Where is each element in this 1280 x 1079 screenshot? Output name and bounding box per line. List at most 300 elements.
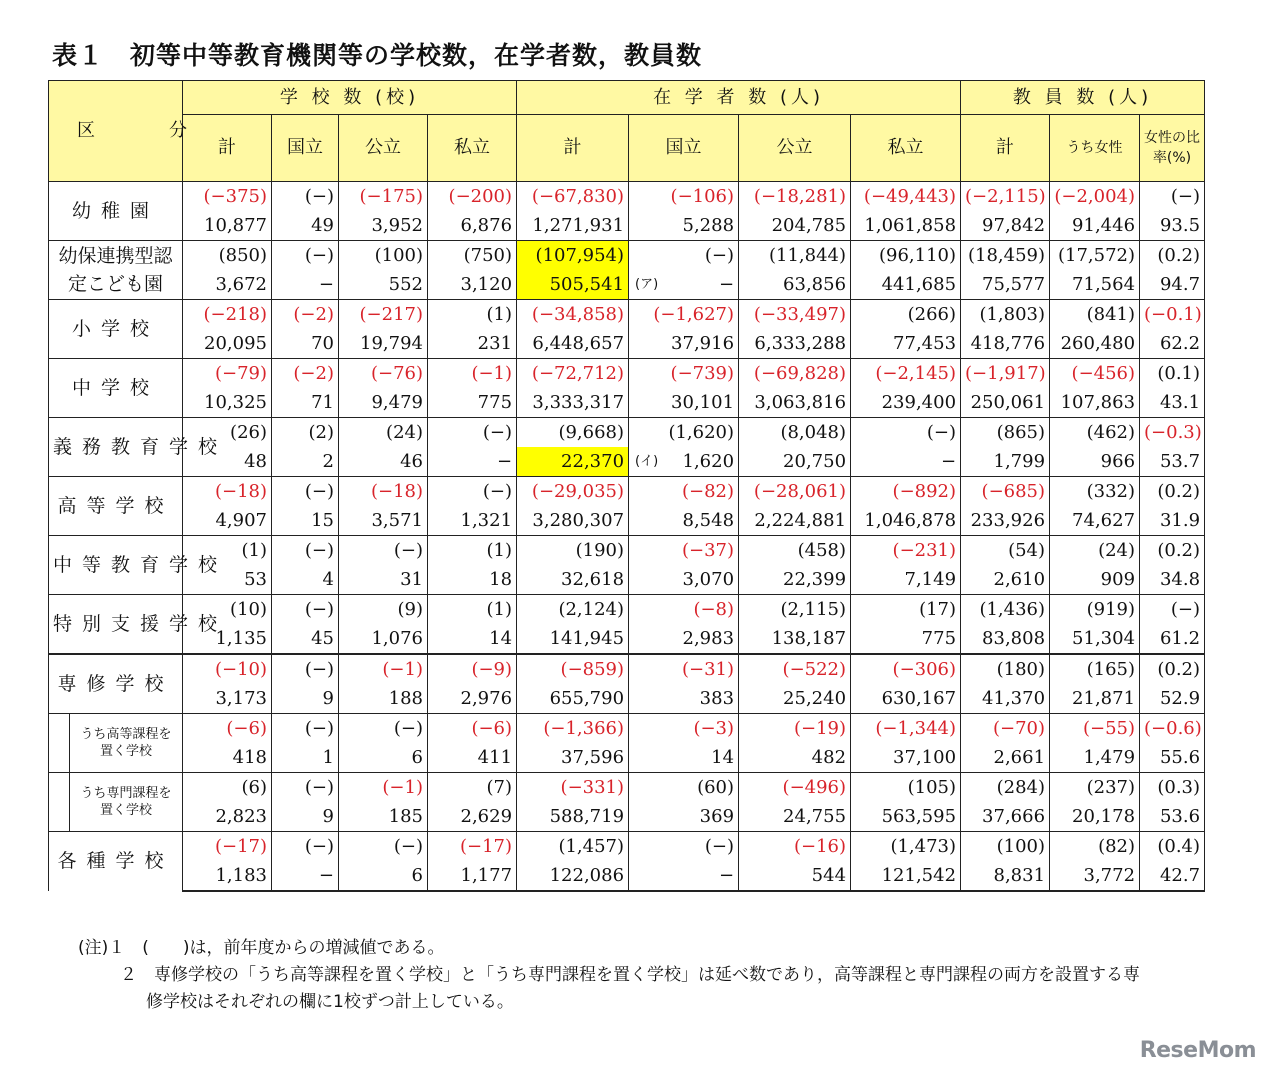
diff-cell: (−) bbox=[629, 241, 739, 271]
diff-cell: (−29,035) bbox=[517, 477, 629, 507]
value-cell: 91,446 bbox=[1050, 211, 1140, 241]
diff-cell: (−2) bbox=[272, 359, 339, 389]
diff-cell: (1,803) bbox=[961, 300, 1050, 330]
value-cell: − bbox=[272, 270, 339, 300]
value-cell: 37,666 bbox=[961, 802, 1050, 832]
diff-cell: (0.3) bbox=[1140, 773, 1205, 803]
value-cell: 51,304 bbox=[1050, 624, 1140, 654]
diff-cell: (−2) bbox=[272, 300, 339, 330]
diff-cell: (−) bbox=[272, 241, 339, 271]
diff-cell: (9) bbox=[339, 595, 428, 625]
diff-cell: (−685) bbox=[961, 477, 1050, 507]
diff-cell: (−76) bbox=[339, 359, 428, 389]
value-cell: 138,187 bbox=[739, 624, 851, 654]
value-cell: 14 bbox=[428, 624, 517, 654]
value-cell: 31 bbox=[339, 565, 428, 595]
value-cell: 94.7 bbox=[1140, 270, 1205, 300]
diff-cell: (−2,145) bbox=[851, 359, 961, 389]
value-cell: 22,399 bbox=[739, 565, 851, 595]
diff-cell: (−) bbox=[1140, 182, 1205, 212]
value-cell: 1,799 bbox=[961, 447, 1050, 477]
diff-cell: (−82) bbox=[629, 477, 739, 507]
diff-cell: (332) bbox=[1050, 477, 1140, 507]
value-cell: 3,571 bbox=[339, 506, 428, 536]
value-cell: 74,627 bbox=[1050, 506, 1140, 536]
diff-cell: (100) bbox=[339, 241, 428, 271]
diff-cell: (−231) bbox=[851, 536, 961, 566]
value-cell: 1,479 bbox=[1050, 743, 1140, 773]
value-cell: 122,086 bbox=[517, 861, 629, 891]
value-cell: 909 bbox=[1050, 565, 1140, 595]
diff-cell: (841) bbox=[1050, 300, 1140, 330]
header-school-national: 国立 bbox=[272, 115, 339, 182]
diff-cell: (−456) bbox=[1050, 359, 1140, 389]
value-cell: 48 bbox=[183, 447, 272, 477]
diff-cell: (−200) bbox=[428, 182, 517, 212]
value-cell: 62.2 bbox=[1140, 329, 1205, 359]
diff-cell: (462) bbox=[1050, 418, 1140, 448]
value-cell: 188 bbox=[339, 684, 428, 714]
diff-cell: (−67,830) bbox=[517, 182, 629, 212]
value-cell: 588,719 bbox=[517, 802, 629, 832]
value-cell: 42.7 bbox=[1140, 861, 1205, 891]
diff-cell: (105) bbox=[851, 773, 961, 803]
row-category: 義務教育学校 bbox=[49, 418, 183, 477]
diff-cell: (237) bbox=[1050, 773, 1140, 803]
diff-cell: (18,459) bbox=[961, 241, 1050, 271]
table-row bbox=[49, 743, 1205, 773]
diff-cell: (−49,443) bbox=[851, 182, 961, 212]
table-row bbox=[49, 329, 1205, 359]
diff-cell: (1,436) bbox=[961, 595, 1050, 625]
diff-cell: (1,473) bbox=[851, 832, 961, 862]
row-category: 幼稚園 bbox=[49, 182, 183, 241]
value-cell: 21,871 bbox=[1050, 684, 1140, 714]
diff-cell: (2,124) bbox=[517, 595, 629, 625]
value-cell: 3,772 bbox=[1050, 861, 1140, 891]
table-row bbox=[49, 832, 1205, 862]
value-cell: 31.9 bbox=[1140, 506, 1205, 536]
row-category: 専修学校 bbox=[49, 654, 183, 714]
table-row bbox=[49, 536, 1205, 566]
value-cell: 4,907 bbox=[183, 506, 272, 536]
diff-cell: (100) bbox=[961, 832, 1050, 862]
diff-cell: (−) bbox=[272, 595, 339, 625]
diff-cell: (−1) bbox=[339, 773, 428, 803]
diff-cell: (107,954) bbox=[517, 241, 629, 271]
diff-cell: (−18,281) bbox=[739, 182, 851, 212]
diff-cell: (0.4) bbox=[1140, 832, 1205, 862]
value-cell: 30,101 bbox=[629, 388, 739, 418]
header-students: 在 学 者 数 (人) bbox=[517, 81, 961, 115]
row-category: 特別支援学校 bbox=[49, 595, 183, 655]
table-row bbox=[49, 861, 1205, 891]
value-cell: 37,916 bbox=[629, 329, 739, 359]
value-cell: 53 bbox=[183, 565, 272, 595]
row-category-text: うち専門課程を置く学校 bbox=[80, 786, 172, 818]
value-cell: 552 bbox=[339, 270, 428, 300]
diff-cell: (24) bbox=[1050, 536, 1140, 566]
table-row bbox=[49, 388, 1205, 418]
value-cell: 6 bbox=[339, 743, 428, 773]
header-student-total: 計 bbox=[517, 115, 629, 182]
diff-cell: (−175) bbox=[339, 182, 428, 212]
diff-cell: (458) bbox=[739, 536, 851, 566]
value-cell: 49 bbox=[272, 211, 339, 241]
diff-cell: (750) bbox=[428, 241, 517, 271]
value-cell: 1,620 (イ) bbox=[629, 447, 739, 477]
value-cell: 544 bbox=[739, 861, 851, 891]
data-table bbox=[48, 80, 1205, 892]
value-cell: 9 bbox=[272, 802, 339, 832]
table-row bbox=[49, 477, 1205, 507]
note-2: ２ 専修学校の「うち高等課程を置く学校」と「うち専門課程を置く学校」は延べ数であり，高等課程と専門課程の両方を設置する専 bbox=[120, 965, 1140, 985]
diff-cell: (−17) bbox=[183, 832, 272, 862]
value-cell: 18 bbox=[428, 565, 517, 595]
diff-cell: (−69,828) bbox=[739, 359, 851, 389]
diff-cell: (−1,366) bbox=[517, 714, 629, 744]
value-cell: 10,325 bbox=[183, 388, 272, 418]
value-cell: 775 bbox=[428, 388, 517, 418]
value-cell: 6,448,657 bbox=[517, 329, 629, 359]
value-cell: 75,577 bbox=[961, 270, 1050, 300]
diff-cell: (2) bbox=[272, 418, 339, 448]
value-cell: 77,453 bbox=[851, 329, 961, 359]
header-teachers: 教 員 数 (人) bbox=[961, 81, 1205, 115]
value-cell: 2 bbox=[272, 447, 339, 477]
diff-cell: (−3) bbox=[629, 714, 739, 744]
table-row bbox=[49, 300, 1205, 330]
diff-cell: (−1,344) bbox=[851, 714, 961, 744]
value-cell: 20,750 bbox=[739, 447, 851, 477]
diff-cell: (−0.3) bbox=[1140, 418, 1205, 448]
diff-cell: (180) bbox=[961, 654, 1050, 684]
diff-cell: (0.2) bbox=[1140, 654, 1205, 684]
table-row bbox=[49, 241, 1205, 271]
diff-cell: (−) bbox=[851, 418, 961, 448]
value-cell: 25,240 bbox=[739, 684, 851, 714]
diff-cell: (−18) bbox=[183, 477, 272, 507]
row-category-text: うち高等課程を置く学校 bbox=[80, 727, 172, 759]
diff-cell: (165) bbox=[1050, 654, 1140, 684]
diff-cell: (865) bbox=[961, 418, 1050, 448]
value-cell: 250,061 bbox=[961, 388, 1050, 418]
page-title: 表１ 初等中等教育機関等の学校数，在学者数，教員数 bbox=[52, 41, 703, 70]
value-cell: 185 bbox=[339, 802, 428, 832]
diff-cell: (−28,061) bbox=[739, 477, 851, 507]
diff-cell: (−6) bbox=[183, 714, 272, 744]
value-cell: 37,100 bbox=[851, 743, 961, 773]
value-cell: 3,063,816 bbox=[739, 388, 851, 418]
value-cell: 3,173 bbox=[183, 684, 272, 714]
value-cell: 418,776 bbox=[961, 329, 1050, 359]
value-cell: − bbox=[272, 861, 339, 891]
diff-cell: (−) bbox=[272, 714, 339, 744]
value-cell: − bbox=[629, 861, 739, 891]
notes bbox=[78, 935, 1240, 1016]
diff-cell: (−19) bbox=[739, 714, 851, 744]
diff-cell: (−2,004) bbox=[1050, 182, 1140, 212]
diff-cell: (−) bbox=[428, 477, 517, 507]
value-cell: 10,877 bbox=[183, 211, 272, 241]
diff-cell: (919) bbox=[1050, 595, 1140, 625]
value-cell: 22,370 bbox=[517, 447, 629, 477]
diff-cell: (190) bbox=[517, 536, 629, 566]
table-row bbox=[49, 418, 1205, 448]
value-cell: 2,976 bbox=[428, 684, 517, 714]
diff-cell: (−1,917) bbox=[961, 359, 1050, 389]
diff-cell: (1) bbox=[183, 536, 272, 566]
diff-cell: (−0.1) bbox=[1140, 300, 1205, 330]
diff-cell: (−496) bbox=[739, 773, 851, 803]
value-cell: 260,480 bbox=[1050, 329, 1140, 359]
value-cell: 2,983 bbox=[629, 624, 739, 654]
diff-cell: (24) bbox=[339, 418, 428, 448]
diff-cell: (−72,712) bbox=[517, 359, 629, 389]
value-cell: 1,271,931 bbox=[517, 211, 629, 241]
value-cell: 24,755 bbox=[739, 802, 851, 832]
value-cell: 775 bbox=[851, 624, 961, 654]
value-cell: 70 bbox=[272, 329, 339, 359]
diff-cell: (−79) bbox=[183, 359, 272, 389]
diff-cell: (−) bbox=[272, 182, 339, 212]
header-category: 区 分 bbox=[49, 81, 183, 182]
value-cell: 3,120 bbox=[428, 270, 517, 300]
diff-cell: (7) bbox=[428, 773, 517, 803]
diff-cell: (−9) bbox=[428, 654, 517, 684]
diff-cell: (850) bbox=[183, 241, 272, 271]
value-cell: 1,183 bbox=[183, 861, 272, 891]
value-cell: 53.6 bbox=[1140, 802, 1205, 832]
diff-cell: (1,457) bbox=[517, 832, 629, 862]
value-cell: 97,842 bbox=[961, 211, 1050, 241]
value-cell: 5,288 bbox=[629, 211, 739, 241]
value-cell: 3,952 bbox=[339, 211, 428, 241]
value-cell: 6,333,288 bbox=[739, 329, 851, 359]
table-row bbox=[49, 182, 1205, 212]
value-cell: 3,672 bbox=[183, 270, 272, 300]
value-cell: 6 bbox=[339, 861, 428, 891]
diff-cell: (1) bbox=[428, 595, 517, 625]
value-cell: 630,167 bbox=[851, 684, 961, 714]
value-cell: − bbox=[428, 447, 517, 477]
diff-cell: (−18) bbox=[339, 477, 428, 507]
diff-cell: (−1) bbox=[339, 654, 428, 684]
diff-cell: (2,115) bbox=[739, 595, 851, 625]
diff-cell: (54) bbox=[961, 536, 1050, 566]
value-cell: 1,046,878 bbox=[851, 506, 961, 536]
diff-cell: (−375) bbox=[183, 182, 272, 212]
value-cell: 107,863 bbox=[1050, 388, 1140, 418]
diff-cell: (−306) bbox=[851, 654, 961, 684]
header-teacher-total: 計 bbox=[961, 115, 1050, 182]
value-cell: 2,610 bbox=[961, 565, 1050, 595]
diff-cell: (−31) bbox=[629, 654, 739, 684]
row-category: 各種学校 bbox=[49, 832, 183, 892]
diff-cell: (266) bbox=[851, 300, 961, 330]
diff-cell: (−37) bbox=[629, 536, 739, 566]
note-2-cont: 修学校はそれぞれの欄に1校ずつ計上している。 bbox=[146, 992, 514, 1012]
diff-cell: (−) bbox=[272, 832, 339, 862]
value-cell: 204,785 bbox=[739, 211, 851, 241]
diff-cell: (−16) bbox=[739, 832, 851, 862]
diff-cell: (−) bbox=[1140, 595, 1205, 625]
diff-cell: (9,668) bbox=[517, 418, 629, 448]
diff-cell: (−217) bbox=[339, 300, 428, 330]
value-cell: 20,178 bbox=[1050, 802, 1140, 832]
value-cell: 4 bbox=[272, 565, 339, 595]
note-1: (注)１ ( )は，前年度からの増減値である。 bbox=[78, 938, 445, 958]
value-cell: 141,945 bbox=[517, 624, 629, 654]
row-category bbox=[49, 714, 183, 773]
table-row bbox=[49, 714, 1205, 744]
value-cell: 9,479 bbox=[339, 388, 428, 418]
diff-cell: (−1,627) bbox=[629, 300, 739, 330]
value-cell: 239,400 bbox=[851, 388, 961, 418]
diff-cell: (0.1) bbox=[1140, 359, 1205, 389]
diff-cell: (17,572) bbox=[1050, 241, 1140, 271]
diff-cell: (−) bbox=[272, 477, 339, 507]
diff-cell: (−859) bbox=[517, 654, 629, 684]
marker-label: (ア) bbox=[635, 277, 659, 292]
diff-cell: (0.2) bbox=[1140, 241, 1205, 271]
header-female-ratio: 女性の比率(%) bbox=[1140, 115, 1205, 182]
value-cell: 441,685 bbox=[851, 270, 961, 300]
diff-cell: (−) bbox=[339, 536, 428, 566]
diff-cell: (−) bbox=[339, 832, 428, 862]
header-schools: 学 校 数 (校) bbox=[183, 81, 517, 115]
value-cell: 37,596 bbox=[517, 743, 629, 773]
value-cell: 63,856 bbox=[739, 270, 851, 300]
value-cell: 83,808 bbox=[961, 624, 1050, 654]
value-cell: 505,541 bbox=[517, 270, 629, 300]
header-student-public: 公立 bbox=[739, 115, 851, 182]
value-cell: 233,926 bbox=[961, 506, 1050, 536]
value-cell: − (ア) bbox=[629, 270, 739, 300]
value-cell: 19,794 bbox=[339, 329, 428, 359]
header-student-private: 私立 bbox=[851, 115, 961, 182]
value-cell: 61.2 bbox=[1140, 624, 1205, 654]
diff-cell: (−) bbox=[272, 654, 339, 684]
value-cell: 20,095 bbox=[183, 329, 272, 359]
diff-cell: (−8) bbox=[629, 595, 739, 625]
value-cell: 418 bbox=[183, 743, 272, 773]
diff-cell: (−) bbox=[272, 536, 339, 566]
header-school-total: 計 bbox=[183, 115, 272, 182]
value-cell: 2,823 bbox=[183, 802, 272, 832]
value-cell: 7,149 bbox=[851, 565, 961, 595]
header-teacher-female: うち女性 bbox=[1050, 115, 1140, 182]
value-cell: 482 bbox=[739, 743, 851, 773]
row-category: 小学校 bbox=[49, 300, 183, 359]
diff-cell: (8,048) bbox=[739, 418, 851, 448]
diff-cell: (0.2) bbox=[1140, 477, 1205, 507]
diff-cell: (−70) bbox=[961, 714, 1050, 744]
table-row bbox=[49, 802, 1205, 832]
diff-cell: (−) bbox=[428, 418, 517, 448]
table-row bbox=[49, 211, 1205, 241]
diff-cell: (82) bbox=[1050, 832, 1140, 862]
diff-cell: (−) bbox=[629, 832, 739, 862]
diff-cell: (−0.6) bbox=[1140, 714, 1205, 744]
table-row bbox=[49, 595, 1205, 625]
value-cell: 2,224,881 bbox=[739, 506, 851, 536]
value-cell: 52.9 bbox=[1140, 684, 1205, 714]
marker-label: (イ) bbox=[635, 454, 659, 469]
diff-cell: (−55) bbox=[1050, 714, 1140, 744]
diff-cell: (10) bbox=[183, 595, 272, 625]
diff-cell: (−6) bbox=[428, 714, 517, 744]
row-category: 高等学校 bbox=[49, 477, 183, 536]
diff-cell: (−2,115) bbox=[961, 182, 1050, 212]
diff-cell: (−34,858) bbox=[517, 300, 629, 330]
value-cell: 55.6 bbox=[1140, 743, 1205, 773]
value-cell: 369 bbox=[629, 802, 739, 832]
table-row bbox=[49, 654, 1205, 684]
value-cell: 231 bbox=[428, 329, 517, 359]
value-cell: 383 bbox=[629, 684, 739, 714]
row-category bbox=[49, 773, 183, 832]
value-cell: 3,070 bbox=[629, 565, 739, 595]
value-cell: 966 bbox=[1050, 447, 1140, 477]
diff-cell: (26) bbox=[183, 418, 272, 448]
value-cell: 1 bbox=[272, 743, 339, 773]
value-cell: 2,661 bbox=[961, 743, 1050, 773]
header-student-national: 国立 bbox=[629, 115, 739, 182]
value-cell: 563,595 bbox=[851, 802, 961, 832]
value-cell: 9 bbox=[272, 684, 339, 714]
diff-cell: (1) bbox=[428, 300, 517, 330]
value-cell: 3,333,317 bbox=[517, 388, 629, 418]
table-row bbox=[49, 624, 1205, 654]
diff-cell: (60) bbox=[629, 773, 739, 803]
diff-cell: (−218) bbox=[183, 300, 272, 330]
value-cell: 121,542 bbox=[851, 861, 961, 891]
diff-cell: (0.2) bbox=[1140, 536, 1205, 566]
value-cell: 15 bbox=[272, 506, 339, 536]
value-cell: 43.1 bbox=[1140, 388, 1205, 418]
diff-cell: (−106) bbox=[629, 182, 739, 212]
value-cell: − bbox=[851, 447, 961, 477]
value-cell: 41,370 bbox=[961, 684, 1050, 714]
value-cell: 32,618 bbox=[517, 565, 629, 595]
table-row bbox=[49, 773, 1205, 803]
table-row bbox=[49, 359, 1205, 389]
value-cell: 53.7 bbox=[1140, 447, 1205, 477]
value-cell: 34.8 bbox=[1140, 565, 1205, 595]
header-school-public: 公立 bbox=[339, 115, 428, 182]
value-cell: 6,876 bbox=[428, 211, 517, 241]
diff-cell: (6) bbox=[183, 773, 272, 803]
diff-cell: (284) bbox=[961, 773, 1050, 803]
diff-cell: (−) bbox=[272, 773, 339, 803]
value-cell: 8,831 bbox=[961, 861, 1050, 891]
value-cell: 1,321 bbox=[428, 506, 517, 536]
table-row bbox=[49, 270, 1205, 300]
value-cell: 46 bbox=[339, 447, 428, 477]
value-cell: 3,280,307 bbox=[517, 506, 629, 536]
diff-cell: (−33,497) bbox=[739, 300, 851, 330]
value-cell: 71 bbox=[272, 388, 339, 418]
diff-cell: (1) bbox=[428, 536, 517, 566]
diff-cell: (−739) bbox=[629, 359, 739, 389]
value-cell: 14 bbox=[629, 743, 739, 773]
diff-cell: (−17) bbox=[428, 832, 517, 862]
diff-cell: (−10) bbox=[183, 654, 272, 684]
value-cell: 1,135 bbox=[183, 624, 272, 654]
diff-cell: (11,844) bbox=[739, 241, 851, 271]
value-cell: 1,076 bbox=[339, 624, 428, 654]
